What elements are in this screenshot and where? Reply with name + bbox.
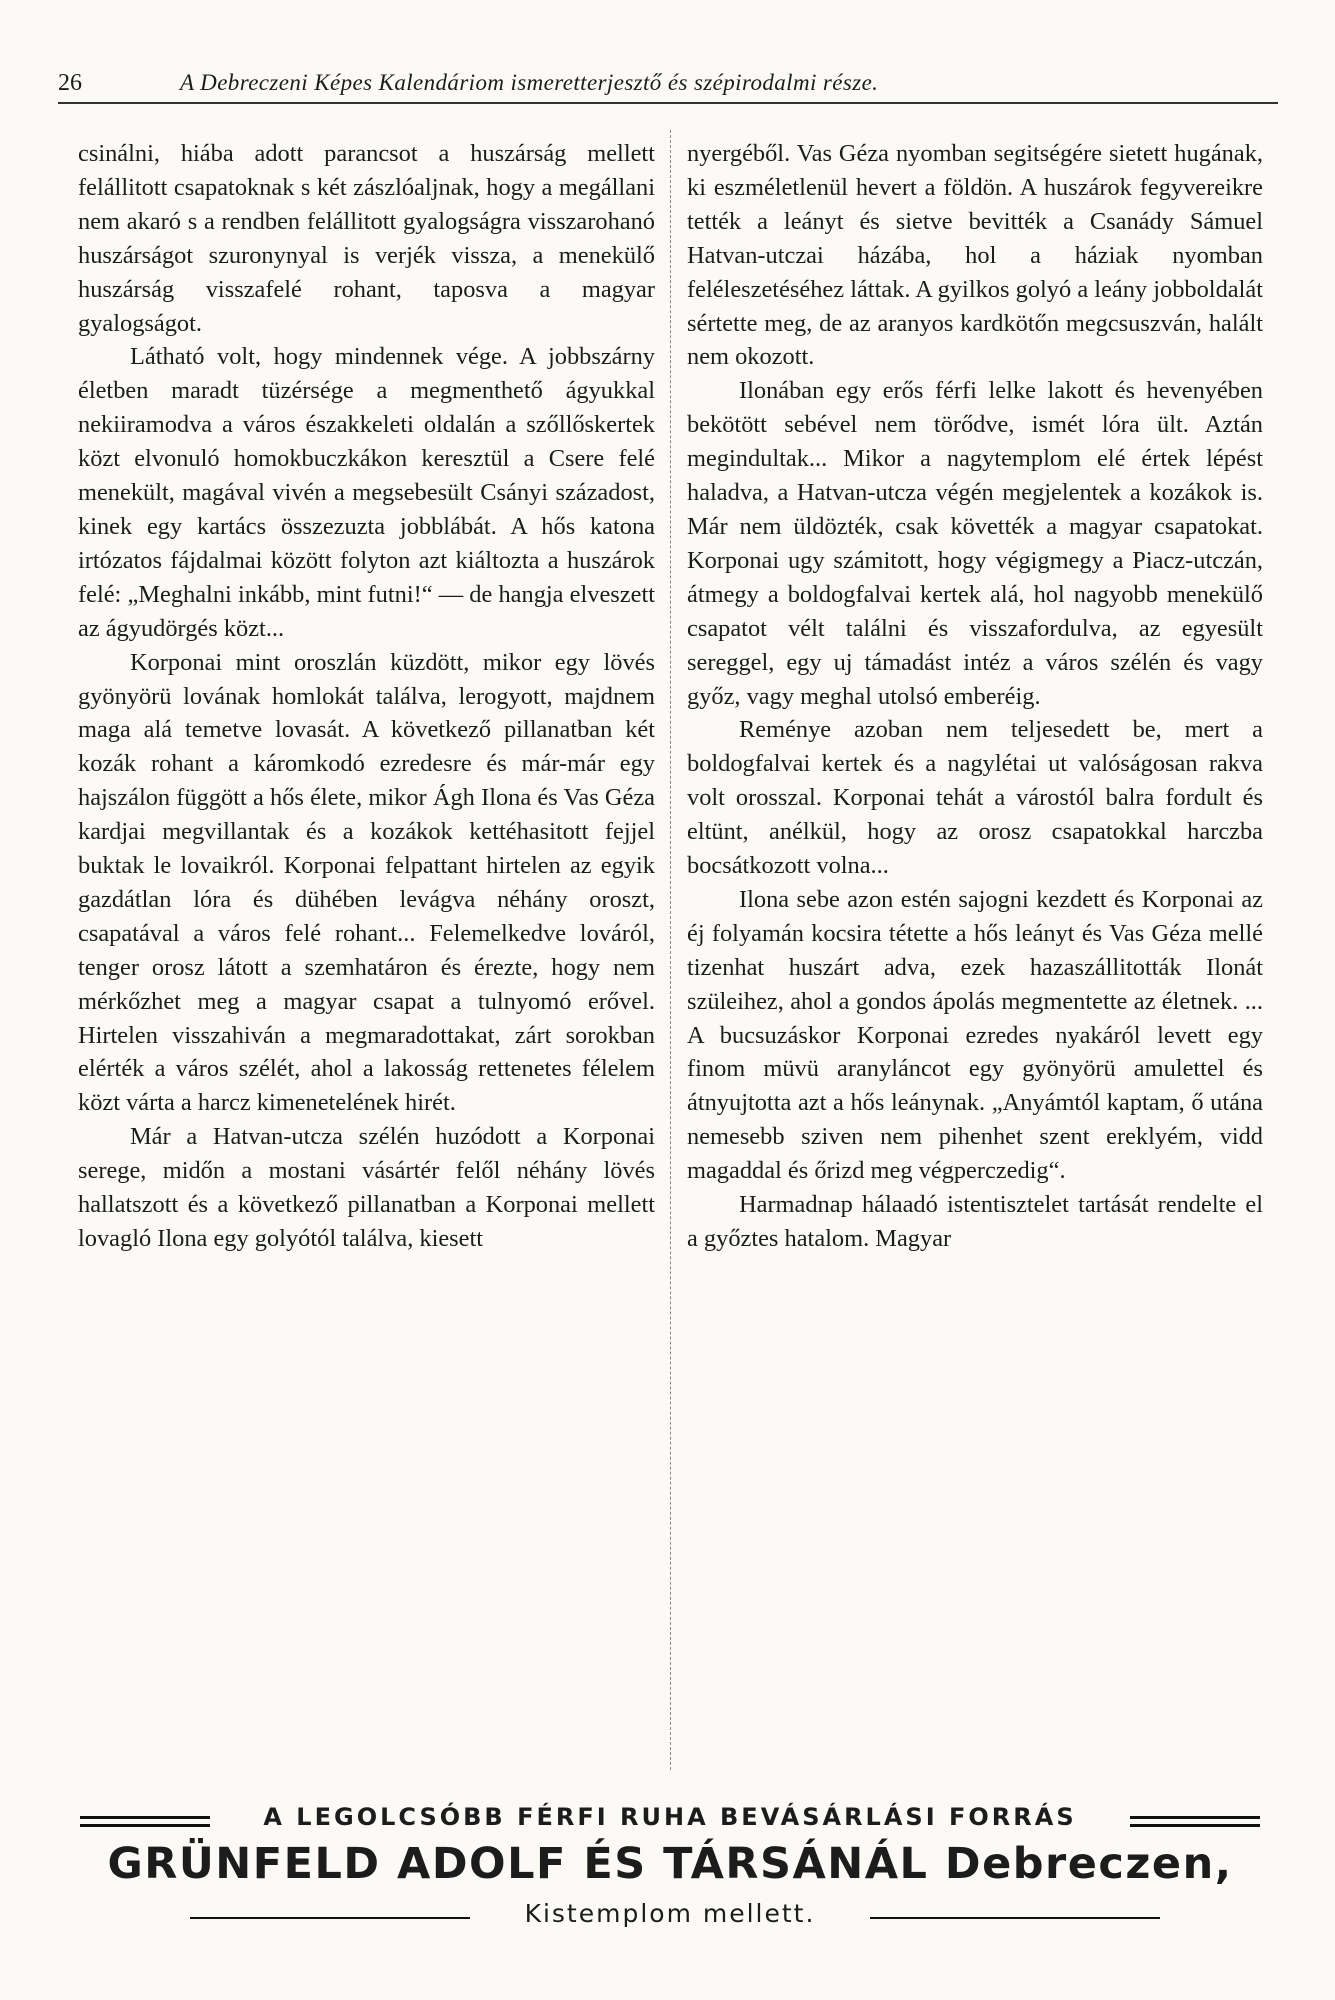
page-number: 26	[58, 70, 82, 96]
paragraph: Reménye azoban nem teljesedett be, mert a boldogfalvai kertek és a nagylétai ut valóságosan rakva volt orosszal. Korponai tehát a várostól balra fordult és eltünt, anélkül, hogy az orosz csapatokkal harczba bocsátkozott volna...	[687, 716, 1263, 880]
column-divider	[670, 130, 671, 1770]
ad-rule-left	[80, 1816, 210, 1827]
paragraph: Ilona sebe azon estén sajogni kezdett és Korponai az éj folyamán kocsira tétette a hős leányt és Vas Géza mellé tizenhat huszárt adva, ezek hazaszállitották Ilonát szüleihez, ahol a gondos ápolás megmentette az életnek. ... A bucsuzáskor Korponai ezredes nyakáról levett egy finom müvü aranyláncot egy gyönyörü amulettel és átnyujtotta azt a hős leánynak. „Anyámtól kaptam, ő utána nemesebb sziven nem pihenhet szent ereklyém, vidd magaddal és őrizd meg végperczedig“.	[687, 885, 1263, 1185]
right-column	[687, 137, 1263, 1256]
paragraph: Harmadnap hálaadó istentisztelet tartását rendelte el a győztes hatalom. Magyar	[687, 1191, 1263, 1252]
ad-tagline: A LEGOLCSÓBB FÉRFI RUHA BEVÁSÁRLÁSI FORRÁS	[263, 1803, 1077, 1831]
ad-company-name: GRÜNFELD ADOLF ÉS TÁRSÁNÁL Debreczen,	[107, 1839, 1233, 1889]
paragraph: nyergéből. Vas Géza nyomban segitségére sietett hugának, ki eszméletlenül hevert a földön. A huszárok fegyvereikre tették a leányt és sietve bevitték a Csanády Sámuel Hatvan-utczai házába, hol a háziak nyomban feléleszetéséhez láttak. A gyilkos golyó a leány jobboldalát sértette meg, de az aranyos kardkötőn megcsuszván, halált nem okozott.	[687, 140, 1263, 371]
paragraph: Ilonában egy erős férfi lelke lakott és hevenyében bekötött sebével nem törődve, ismét lóra ült. Aztán megindultak... Mikor a nagytemplom elé értek lépést haladva, a Hatvan-utcza végén megjelentek a kozákok is. Már nem üldözték, csak követték a magyar csapatokat. Korponai ugy számitott, hogy végigmegy a Piacz-utczán, átmegy a boldogfalvai kertek alá, hol nagyobb menekülő csapatot vélt találni és visszafordulva, az egyesült sereggel, egy uj támadást intéz a város szélén és vagy győz, vagy meghal utolsó emberéig.	[687, 377, 1263, 710]
advertisement	[60, 1795, 1280, 1975]
running-title: A Debreczeni Képes Kalendáriom ismeretterjesztő és szépirodalmi része.	[180, 70, 879, 95]
ad-rule-left	[190, 1917, 470, 1919]
paragraph: csinálni, hiába adott parancsot a huszárság mellett felállitott csapatoknak s két zászlóaljnak, hogy a megállani nem akaró s a rendben felállitott gyalogságra visszarohanó huszárságot szuronynyal is verjék vissza, a menekülő huszárság visszafelé rohant, taposva a magyar gyalogságot.	[78, 140, 655, 337]
left-column	[78, 137, 655, 1256]
ad-rule-right	[1130, 1816, 1260, 1827]
paragraph: Látható volt, hogy mindennek vége. A jobbszárny életben maradt tüzérsége a megmenthető ágyukkal nekiiramodva a város északkeleti oldalán a szőllőskertek közt elvonuló homokbuczkákon keresztül a Csere felé menekült, magával vivén a megsebesült Csányi századost, kinek egy kartács összezuzta jobblábát. A hős katona irtózatos fájdalmai között folyton azt kiáltozta a huszárok felé: „Meghalni inkább, mint futni!“ — de hangja elveszett az ágyudörgés közt...	[78, 343, 655, 642]
ad-rule-right	[870, 1917, 1160, 1919]
paragraph: Már a Hatvan-utcza szélén huzódott a Korponai serege, midőn a mostani vásártér felől néhány lövés hallatszott és a következő pillanatban a Korponai mellett lovagló Ilona egy golyótól találva, kiesett	[78, 1123, 655, 1252]
ad-address: Kistemplom mellett.	[524, 1899, 816, 1928]
paragraph: Korponai mint oroszlán küzdött, mikor egy lövés gyönyörü lovának homlokát találva, lerogyott, majdnem maga alá temetve lovasát. A következő pillanatban két kozák rohant a káromkodó ezredesre és már-már egy hajszálon függött a hős élete, mikor Ágh Ilona és Vas Géza kardjai megvillantak és a kozákok kettéhasitott fejjel buktak le lovaikról. Korponai felpattant hirtelen az egyik gazdátlan lóra és dühében levágva néhány oroszt, csapatával a város felé rohant... Felemelkedve lováról, tenger orosz látott a szemhatáron és érezte, hogy nem mérkőzhet meg a magyar csapat a tulnyomó erővel. Hirtelen visszahiván a megmaradottakat, zárt sorokban elérték a város szélét, ahol a lakosság rettenetes félelem közt várta a harcz kimenetelének hirét.	[78, 648, 655, 1117]
running-header	[58, 62, 1278, 104]
